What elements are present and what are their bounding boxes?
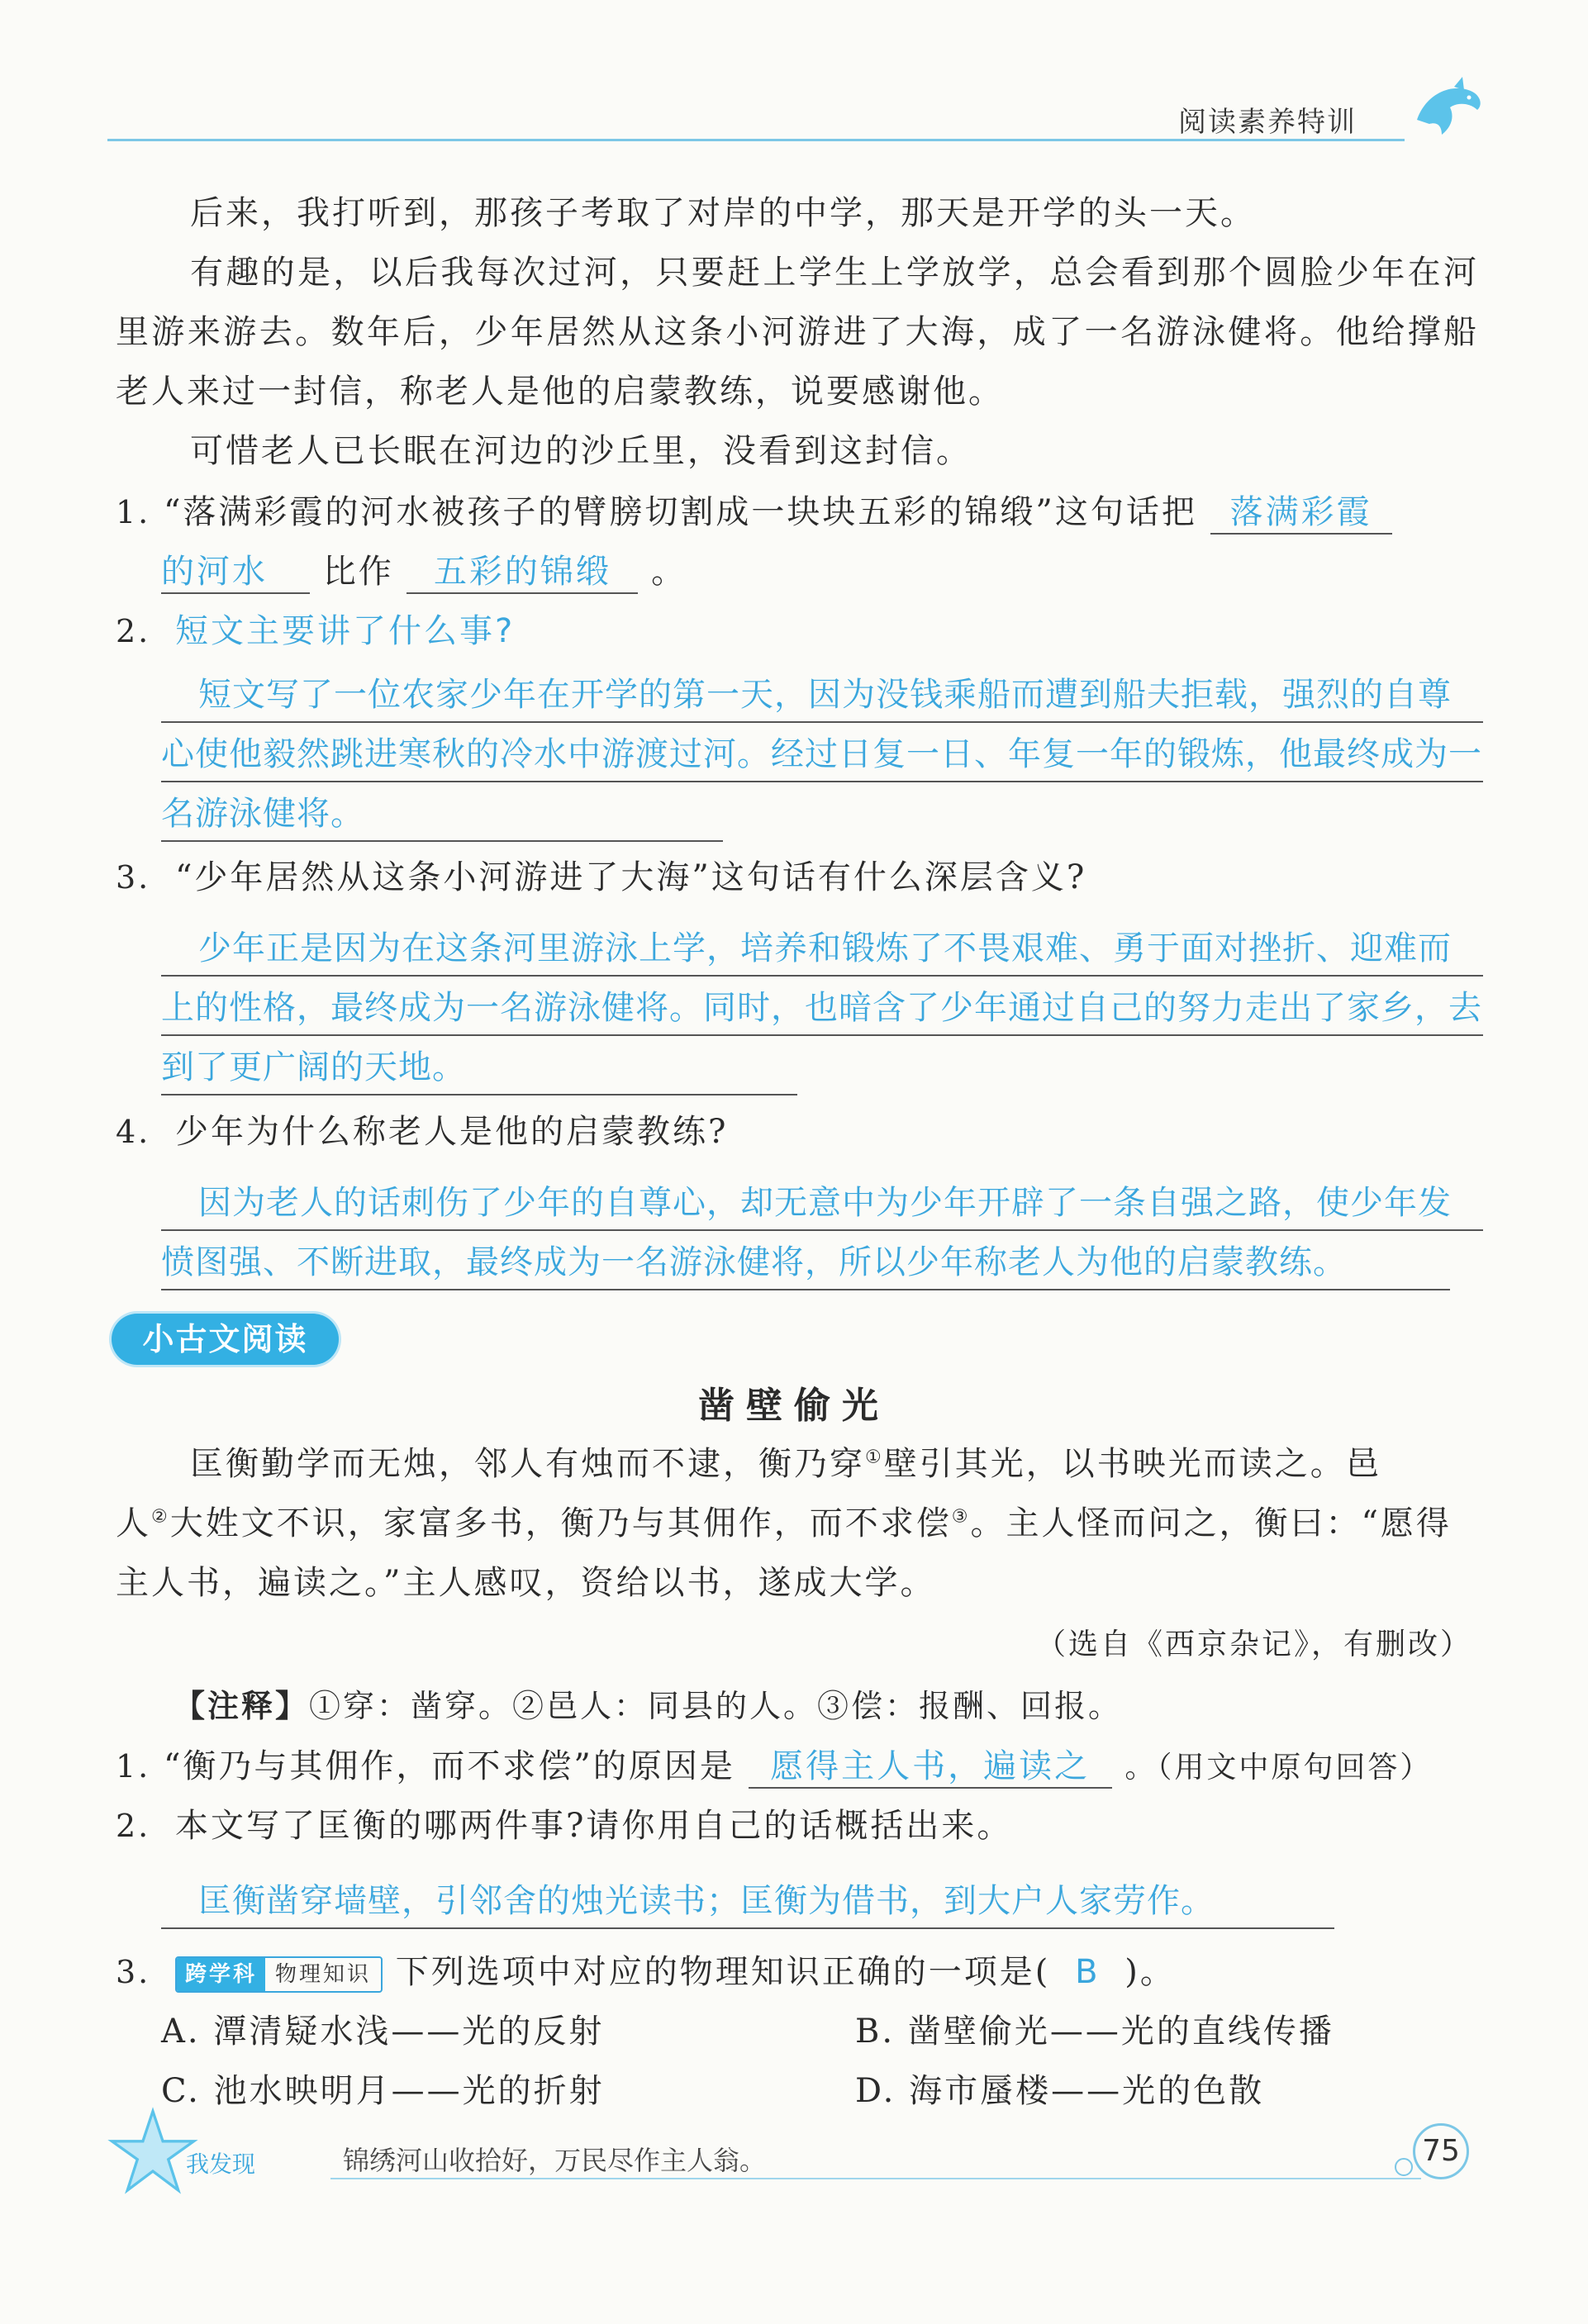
answer-4[interactable]: 因为老人的话刺伤了少年的自尊心，却无意中为少年开辟了一条自强之路，使少年发愤图强、不断进取，最终成为一名游泳健将，所以少年称老人为他的启蒙教练。 — [161, 1184, 1452, 1281]
passage-title: 凿壁偷光 — [698, 1385, 890, 1427]
passage-source: （选自《西京杂记》，有删改） — [1035, 1628, 1472, 1661]
question-2-text: 短文主要讲了什么事? — [174, 612, 516, 650]
footer-dot — [1395, 2158, 1413, 2176]
answer-underline — [161, 1229, 1483, 1231]
footer-tag: 我发现 — [186, 2151, 256, 2178]
answer-underline — [161, 781, 1483, 782]
option-b[interactable]: B. 凿壁偷光——光的直线传播 — [855, 2013, 1334, 2051]
answer-underline — [161, 975, 1483, 977]
passage-line-2: 人②大姓文不识，家富多书，衡乃与其佣作，而不求偿③。主人怪而问之，衡曰：“愿得 — [116, 1504, 1452, 1542]
answer-underline — [161, 1094, 797, 1095]
ancient-question-3-text: 下列选项中对应的物理知识正确的一项是( — [395, 1953, 1051, 1991]
question-4 — [116, 1105, 728, 1152]
answer-underline — [161, 721, 1483, 723]
notes — [174, 1680, 1122, 1726]
ancient-question-2-text: 本文写了匡衡的哪两件事?请你用自己的话概括出来。 — [174, 1807, 1013, 1845]
question-number: 3. — [116, 1954, 151, 1990]
answer-blank[interactable] — [749, 1740, 1112, 1789]
passage-line-1: 匡衡勤学而无烛，邻人有烛而不逮，衡乃穿①壁引其光，以书映光而读之。邑 — [190, 1445, 1381, 1483]
question-number: 4. — [116, 1114, 151, 1150]
story-paragraph-2: 有趣的是，以后我每次过河，只要赶上学生上学放学，总会看到那个圆脸少年在河里游来游去。数年后，少年居然从这条小河游进了大海，成了一名游泳健将。他给撑船老人来过一封信，称老人是他的启蒙教练，说要感谢他。 — [116, 254, 1479, 411]
ancient-question-2 — [116, 1799, 1012, 1846]
answer-underline — [161, 840, 723, 842]
starfish-icon — [107, 2107, 198, 2198]
dolphin-icon — [1405, 70, 1487, 153]
subject-tag: 跨学科 物理知识 — [175, 1956, 383, 1993]
answer-underline — [161, 1034, 1483, 1036]
option-a[interactable]: A. 潭清疑水浅——光的反射 — [161, 2013, 605, 2051]
section-label: 小古文阅读 — [112, 1314, 339, 1365]
question-number: 2. — [116, 1808, 151, 1844]
footer-divider — [330, 2178, 1421, 2179]
answer-ancient-2[interactable]: 匡衡凿穿墙壁，引邻舍的烛光读书；匡衡为借书，到大户人家劳作。 — [198, 1882, 1215, 1920]
page-number: 75 — [1413, 2123, 1469, 2179]
answer-text: 的河水 — [161, 553, 268, 591]
answer-blank[interactable] — [407, 545, 638, 594]
question-1 — [116, 486, 1392, 535]
question-number: 1. — [116, 1748, 151, 1785]
answer-3[interactable]: 少年正是因为在这条河里游泳上学，培养和锻炼了不畏艰难、勇于面对挫折、迎难而上的性格，最终成为一名游泳健将。同时，也暗含了少年通过自己的努力走出了家乡，去到了更广阔的天地。 — [161, 929, 1482, 1086]
story-paragraph-1: 后来，我打听到，那孩子考取了对岸的中学，那天是开学的头一天。 — [190, 194, 1256, 232]
answer-2[interactable]: 短文写了一位农家少年在开学的第一天，因为没钱乘船而遭到船夫拒载，强烈的自尊心使他毅然跳进寒秋的冷水中游渡过河。经过日复一日、年复一年的锻炼，他最终成为一名游泳健将。 — [161, 676, 1482, 833]
answer-blank[interactable] — [1210, 486, 1392, 535]
answer-blank[interactable] — [161, 545, 310, 594]
question-2 — [116, 605, 515, 652]
question-1-text: “落满彩霞的河水被孩子的臂膀切割成一块块五彩的锦缎”这句话把 — [163, 493, 1197, 531]
footer-quote: 锦绣河山收拾好，万民尽作主人翁。 — [343, 2145, 767, 2176]
answer-text: 五彩的锦缎 — [433, 553, 611, 591]
question-3 — [116, 851, 1086, 898]
notes-text: ①穿：凿穿。②邑人：同县的人。③偿：报酬、回报。 — [309, 1688, 1123, 1724]
answer-underline — [161, 1289, 1450, 1290]
option-c[interactable]: C. 池水映明月——光的折射 — [161, 2072, 605, 2110]
answer-underline — [161, 1927, 1334, 1929]
question-3-text: “少年居然从这条小河游进了大海”这句话有什么深层含义? — [174, 858, 1087, 896]
option-d[interactable]: D. 海市蜃楼——光的色散 — [855, 2072, 1265, 2110]
question-1-mid: 比作 — [322, 553, 394, 591]
question-4-text: 少年为什么称老人是他的启蒙教练? — [174, 1113, 729, 1151]
question-number: 2. — [116, 613, 151, 649]
story-paragraph-3: 可惜老人已长眠在河边的沙丘里，没看到这封信。 — [190, 432, 972, 470]
answer-text: 落满彩霞 — [1229, 493, 1372, 531]
answer-text: 愿得主人书，遍读之 — [770, 1747, 1091, 1785]
passage-line-3: 主人书，遍读之。”主人感叹，资给以书，遂成大学。 — [116, 1564, 936, 1602]
ancient-question-3: 3. 跨学科 物理知识 下列选项中对应的物理知识正确的一项是( B )。 — [116, 1953, 1176, 1991]
question-number: 1. — [116, 494, 151, 530]
answer-choice[interactable]: B — [1075, 1953, 1101, 1991]
ancient-question-1-post: 。（用文中原句回答） — [1124, 1751, 1433, 1785]
ancient-question-1-text: “衡乃与其佣作，而不求偿”的原因是 — [163, 1747, 735, 1785]
question-1-end: 。 — [651, 553, 687, 591]
notes-label: 【注释】 — [174, 1687, 310, 1724]
question-number: 3. — [116, 859, 151, 896]
question-1-line2 — [161, 545, 687, 594]
header-title: 阅读素养特训 — [1178, 106, 1357, 139]
ancient-question-1 — [116, 1740, 1432, 1789]
